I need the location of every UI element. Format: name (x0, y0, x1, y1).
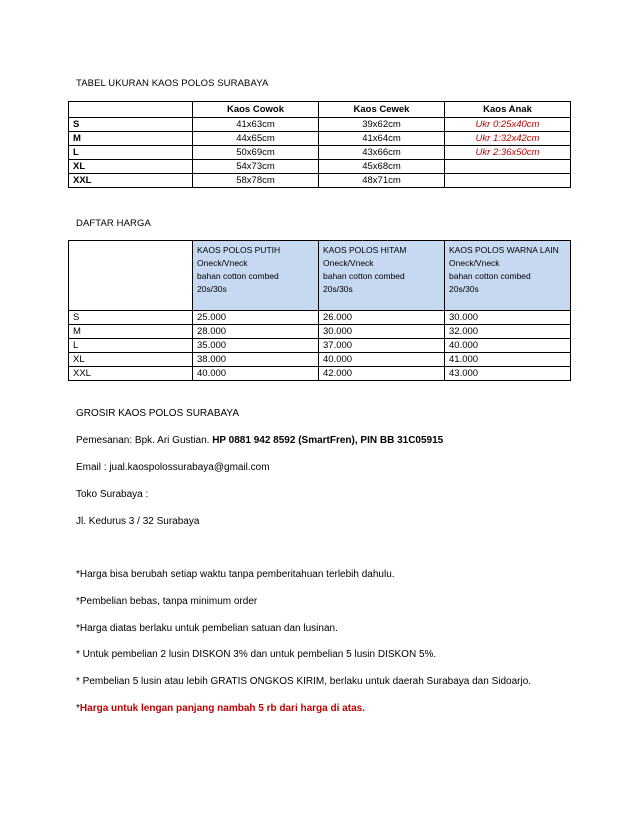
price-cell: 25.000 (193, 311, 319, 325)
table-row (69, 353, 571, 367)
table-cell: Ukr 1:32x42cm (445, 132, 571, 146)
size-label: XXL (69, 174, 193, 188)
table-row (69, 367, 571, 381)
price-table-title: DAFTAR HARGA (76, 218, 151, 229)
size-label: S (69, 311, 193, 325)
note-discount: * Untuk pembelian 2 lusin DISKON 3% dan untuk pembelian 5 lusin DISKON 5%. (76, 649, 437, 660)
table-cell: 39x62cm (319, 118, 445, 132)
header-line: bahan cotton combed (449, 271, 531, 281)
header-line: KAOS POLOS PUTIH (197, 245, 281, 255)
header-line: 20s/30s (323, 284, 353, 294)
table-row (69, 118, 571, 132)
price-cell: 26.000 (319, 311, 445, 325)
header-line: bahan cotton combed (197, 271, 279, 281)
header-cell-empty (69, 241, 193, 311)
size-table (68, 101, 571, 188)
header-line: Oneck/Vneck (449, 258, 500, 268)
price-cell: 35.000 (193, 339, 319, 353)
header-line: KAOS POLOS HITAM (323, 245, 407, 255)
header-cell: Kaos Anak (445, 102, 571, 118)
header-line: Oneck/Vneck (323, 258, 374, 268)
size-label: XXL (69, 367, 193, 381)
shop-address: Jl. Kedurus 3 / 32 Surabaya (76, 516, 200, 527)
table-cell: 44x65cm (193, 132, 319, 146)
price-cell: 40.000 (193, 367, 319, 381)
table-row (69, 311, 571, 325)
table-cell: 58x78cm (193, 174, 319, 188)
price-cell: 30.000 (445, 311, 571, 325)
note-price-change: *Harga bisa berubah setiap waktu tanpa pemberitahuan terlebih dahulu. (76, 569, 395, 580)
note-free-shipping: * Pembelian 5 lusin atau lebih GRATIS ONGKOS KIRIM, berlaku untuk daerah Surabaya dan Sidoarjo. (76, 676, 532, 687)
table-cell: Ukr 0:25x40cm (445, 118, 571, 132)
shop-label: Toko Surabaya : (76, 489, 149, 500)
size-label: L (69, 339, 193, 353)
header-line: 20s/30s (449, 284, 479, 294)
table-cell: 48x71cm (319, 174, 445, 188)
price-cell: 32.000 (445, 325, 571, 339)
size-label: S (69, 118, 193, 132)
header-line: KAOS POLOS WARNA LAIN (449, 245, 559, 255)
header-line: Oneck/Vneck (197, 258, 248, 268)
size-label: XL (69, 160, 193, 174)
table-row (69, 132, 571, 146)
price-cell: 42.000 (319, 367, 445, 381)
header-line: bahan cotton combed (323, 271, 405, 281)
header-cell (69, 102, 193, 118)
table-cell: 43x66cm (319, 146, 445, 160)
note-unit-dozen: *Harga diatas berlaku untuk pembelian satuan dan lusinan. (76, 623, 338, 634)
table-cell: 45x68cm (319, 160, 445, 174)
table-row (69, 160, 571, 174)
size-table-title: TABEL UKURAN KAOS POLOS SURABAYA (76, 78, 269, 89)
table-row (69, 339, 571, 353)
price-cell: 40.000 (445, 339, 571, 353)
price-table-header (69, 241, 571, 311)
order-prefix: Pemesanan: Bpk. Ari Gustian. (76, 435, 210, 446)
price-cell: 43.000 (445, 367, 571, 381)
order-phone-pin: HP 0881 942 8592 (SmartFren), PIN BB 31C05915 (212, 435, 444, 446)
order-contact (76, 435, 443, 446)
price-cell: 41.000 (445, 353, 571, 367)
table-cell (445, 174, 571, 188)
table-row (69, 325, 571, 339)
note-long-sleeve (76, 703, 365, 714)
size-label: M (69, 132, 193, 146)
table-cell: 50x69cm (193, 146, 319, 160)
table-row (69, 174, 571, 188)
note-star: * (76, 703, 80, 714)
header-cell: Kaos Cowok (193, 102, 319, 118)
price-cell: 30.000 (319, 325, 445, 339)
price-cell: 37.000 (319, 339, 445, 353)
price-cell: 40.000 (319, 353, 445, 367)
note-no-minimum: *Pembelian bebas, tanpa minimum order (76, 596, 258, 607)
size-label: L (69, 146, 193, 160)
table-cell (445, 160, 571, 174)
size-table-header (69, 102, 571, 118)
table-cell: 41x63cm (193, 118, 319, 132)
header-cell: Kaos Cewek (319, 102, 445, 118)
size-label: M (69, 325, 193, 339)
size-label: XL (69, 353, 193, 367)
price-cell: 38.000 (193, 353, 319, 367)
price-cell: 28.000 (193, 325, 319, 339)
header-cell-black (319, 241, 445, 311)
note-long-sleeve-text: Harga untuk lengan panjang nambah 5 rb dari harga di atas. (79, 703, 365, 714)
table-cell: 54x73cm (193, 160, 319, 174)
table-row (69, 146, 571, 160)
header-line: 20s/30s (197, 284, 227, 294)
price-table (68, 240, 571, 381)
table-cell: 41x64cm (319, 132, 445, 146)
email-line: Email : jual.kaospolossurabaya@gmail.com (76, 462, 270, 473)
header-cell-white (193, 241, 319, 311)
header-cell-other (445, 241, 571, 311)
table-cell: Ukr 2:36x50cm (445, 146, 571, 160)
wholesale-title: GROSIR KAOS POLOS SURABAYA (76, 408, 240, 419)
